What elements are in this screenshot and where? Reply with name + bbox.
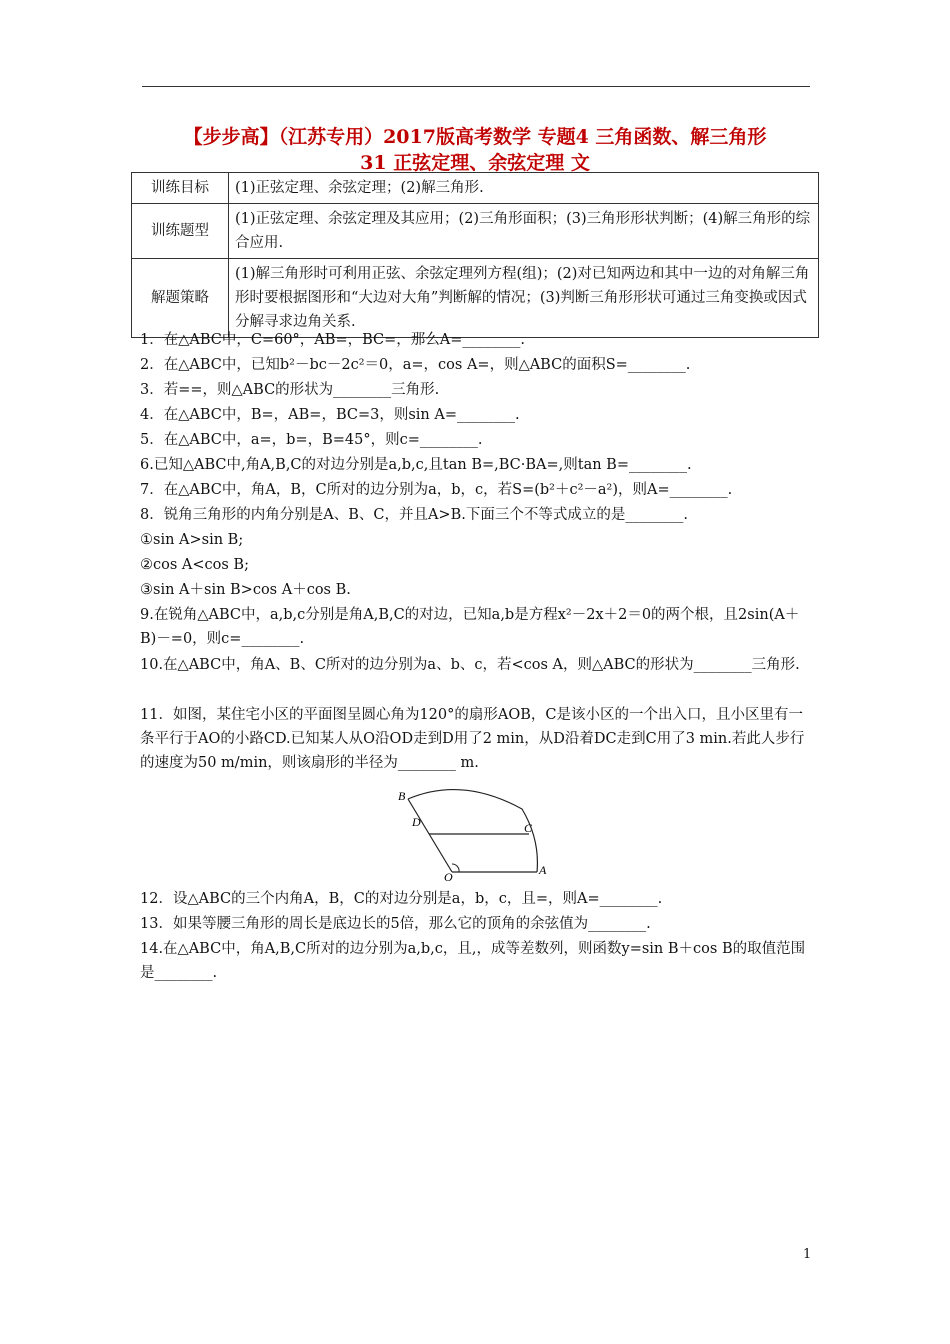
question-3: 3．若==，则△ABC的形状为________三角形.	[140, 382, 440, 398]
label-A: A	[539, 863, 547, 877]
question-10: 10.在△ABC中，角A、B、C所对的边分别为a、b、c，若<cos A，则△ABC的形状为________三角形.	[140, 657, 800, 673]
question-8-option-1: ①sin A>sin B;	[140, 532, 244, 548]
table-row	[132, 204, 819, 259]
question-6: 6.已知△ABC中,角A,B,C的对边分别是a,b,c,且tan B=,BC·BA=,则tan B=________.	[140, 457, 692, 473]
question-11: 11．如图，某住宅小区的平面图呈圆心角为120°的扇形AOB，C是该小区的一个出入口，且小区里有一条平行于AO的小路CD.已知某人从O沿OD走到D用了2 min，从D沿着DC走到C用了3 min.若此人步行的速度为50 m/min，则该扇形的半径为________ m.	[140, 707, 805, 771]
table-key: 训练题型	[132, 204, 229, 259]
question-8-option-3: ③sin A＋sin B>cos A＋cos B.	[140, 582, 351, 598]
question-12: 12．设△ABC的三个内角A，B，C的对边分别是a，b，c，且=，则A=________.	[140, 891, 663, 907]
table-row	[132, 173, 819, 204]
info-table	[131, 172, 819, 338]
table-value: (1)解三角形时可利用正弦、余弦定理列方程(组)；(2)对已知两边和其中一边的对角解三角形时要根据图形和“大边对大角”判断解的情况；(3)判断三角形形状可通过三角变换或因式分解寻求边角关系.	[229, 259, 819, 338]
label-D: D	[412, 815, 421, 829]
label-C: C	[524, 821, 533, 835]
question-9: 9.在锐角△ABC中，a,b,c分别是角A,B,C的对边，已知a,b是方程x²－2x＋2＝0的两个根，且2sin(A＋B)－=0，则c=________.	[140, 607, 800, 647]
question-8: 8．锐角三角形的内角分别是A、B、C，并且A>B.下面三个不等式成立的是________.	[140, 507, 688, 523]
question-8-option-2: ②cos A<cos B;	[140, 557, 249, 573]
table-value: (1)正弦定理、余弦定理及其应用；(2)三角形面积；(3)三角形形状判断；(4)解三角形的综合应用.	[229, 204, 819, 259]
sector-figure	[392, 784, 552, 884]
header-rule	[142, 86, 810, 87]
title-line2: 31 正弦定理、余弦定理 文	[360, 152, 590, 174]
table-row	[132, 259, 819, 338]
question-7: 7．在△ABC中，角A，B，C所对的边分别为a，b，c，若S=(b²＋c²－a²)，则A=________.	[140, 482, 733, 498]
table-key: 解题策略	[132, 259, 229, 338]
question-4: 4．在△ABC中，B=，AB=，BC=3，则sin A=________.	[140, 407, 520, 423]
question-2: 2．在△ABC中，已知b²－bc－2c²＝0，a=，cos A=，则△ABC的面积S=________.	[140, 357, 691, 373]
table-key: 训练目标	[132, 173, 229, 204]
label-O: O	[444, 870, 453, 884]
title-line1: 【步步高】（江苏专用）2017版高考数学 专题4 三角函数、解三角形	[183, 126, 767, 148]
question-14: 14.在△ABC中，角A,B,C所对的边分别为a,b,c，且,，成等差数列，则函数y=sin B＋cos B的取值范围是________.	[140, 941, 806, 981]
question-13: 13．如果等腰三角形的周长是底边长的5倍，那么它的顶角的余弦值为________.	[140, 916, 651, 932]
question-5: 5．在△ABC中，a=，b=，B=45°，则c=________.	[140, 432, 483, 448]
label-B: B	[398, 789, 406, 803]
question-1: 1．在△ABC中，C=60°，AB=，BC=，那么A=________.	[140, 332, 525, 348]
table-value: (1)正弦定理、余弦定理；(2)解三角形.	[229, 173, 819, 204]
page-number: 1	[803, 1247, 812, 1262]
